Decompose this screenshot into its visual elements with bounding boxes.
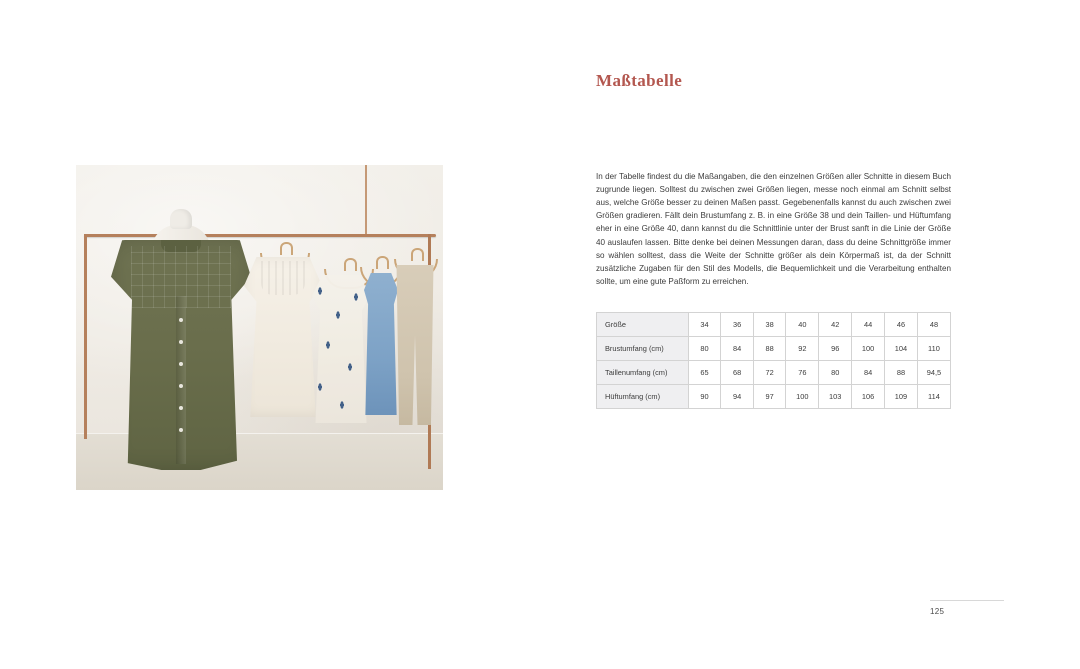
table-header-cell: 42 — [819, 313, 852, 337]
olive-shirt — [111, 240, 251, 470]
table-cell: 94 — [721, 385, 754, 409]
table-cell: 100 — [852, 337, 885, 361]
page-number: 125 — [930, 607, 945, 616]
rail-upright-top — [365, 165, 367, 235]
folio-divider — [930, 600, 1004, 601]
table-cell: 94,5 — [917, 361, 950, 385]
table-cell: 88 — [885, 361, 918, 385]
size-table — [596, 312, 951, 409]
mannequin-neck — [170, 209, 192, 229]
table-cell: 109 — [885, 385, 918, 409]
table-cell: 106 — [852, 385, 885, 409]
cream-blouse — [244, 257, 322, 417]
table-cell: 65 — [688, 361, 721, 385]
table-row — [597, 361, 951, 385]
table-cell: 68 — [721, 361, 754, 385]
table-cell: 103 — [819, 385, 852, 409]
table-header-cell: 36 — [721, 313, 754, 337]
table-row-label: Taillenumfang (cm) — [597, 361, 689, 385]
table-cell: 110 — [917, 337, 950, 361]
table-header-cell: 38 — [753, 313, 786, 337]
table-row-label: Hüftumfang (cm) — [597, 385, 689, 409]
olive-shirt-button — [179, 318, 183, 322]
table-cell: 92 — [786, 337, 819, 361]
table-cell: 104 — [885, 337, 918, 361]
table-header-row — [597, 313, 951, 337]
olive-shirt-button — [179, 362, 183, 366]
olive-shirt-button — [179, 384, 183, 388]
olive-shirt-button — [179, 406, 183, 410]
olive-shirt-button — [179, 428, 183, 432]
body-text: In der Tabelle findest du die Maßangaben, die den einzelnen Größen aller Schnitte in diesem Buch zugrunde liegen. Solltest du zwischen zwei Größen liegen, messe noch einmal am Schnitt selbst aus, welche Größe besser zu deinen Maßen passt. Gegebenenfalls kannst du auch zwischen zwei Größen gradieren. Fällt dein Brustumfang z. B. in eine Größe 38 und dein Taillen- und Hüftumfang eher in eine Größe 40, dann kannst du die Schnittlinie unter der Brust sanft in die Linie der Größe 40 auslaufen lassen. Bitte denke bei deinen Messungen daran, dass du deine Schnittgröße immer so wählen solltest, dass die Weite der Schnitte größer als dein Körpermaß ist, da der Schnitt zusätzliche Zugaben für den Stil des Modells, die Bequemlichkeit und die Verarbeitung enthalten sollte, um eine gute Paßform zu erreichen. — [596, 172, 951, 286]
table-header-size: Größe — [597, 313, 689, 337]
table-header-cell: 40 — [786, 313, 819, 337]
page-title: Maßtabelle — [596, 71, 683, 91]
table-cell: 100 — [786, 385, 819, 409]
right-page — [596, 0, 1016, 669]
table-header-cell: 46 — [885, 313, 918, 337]
table-row — [597, 385, 951, 409]
olive-shirt-button — [179, 340, 183, 344]
table-cell: 80 — [688, 337, 721, 361]
table-cell: 72 — [753, 361, 786, 385]
table-cell: 96 — [819, 337, 852, 361]
table-row-label: Brustumfang (cm) — [597, 337, 689, 361]
table-row — [597, 337, 951, 361]
table-cell: 97 — [753, 385, 786, 409]
table-cell: 76 — [786, 361, 819, 385]
table-cell: 80 — [819, 361, 852, 385]
clothes-rail-bar — [84, 234, 436, 237]
table-header-cell: 34 — [688, 313, 721, 337]
table-cell: 84 — [852, 361, 885, 385]
table-cell: 114 — [917, 385, 950, 409]
cream-blouse-ruffle — [261, 261, 305, 295]
blue-garment — [364, 273, 398, 415]
table-cell: 84 — [721, 337, 754, 361]
clothes-rail-left-post — [84, 234, 87, 439]
table-header-cell: 44 — [852, 313, 885, 337]
table-cell: 88 — [753, 337, 786, 361]
patterned-blouse — [312, 275, 370, 423]
table-header-cell: 48 — [917, 313, 950, 337]
table-cell: 90 — [688, 385, 721, 409]
clothing-rail-photo — [76, 165, 443, 490]
